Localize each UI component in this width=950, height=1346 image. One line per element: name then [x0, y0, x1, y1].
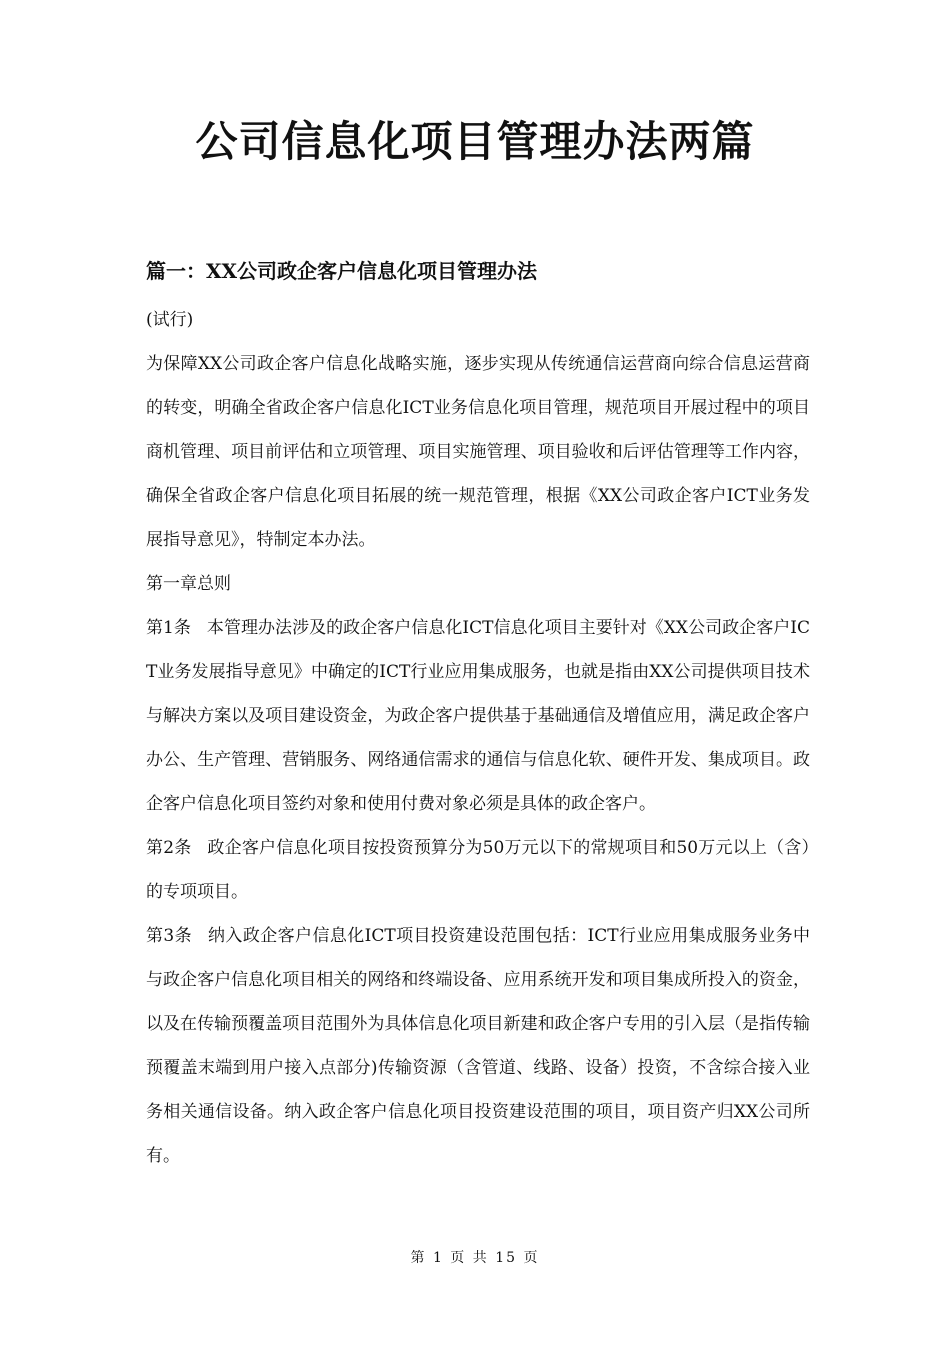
section-heading: 篇一：XX公司政企客户信息化项目管理办法 — [146, 259, 538, 283]
article-2-text: 政企客户信息化项目按投资预算分为50万元以下的常规项目和50万元以上（含）的专项项目。 — [146, 838, 810, 902]
article-3-text: 纳入政企客户信息化ICT项目投资建设范围包括：ICT行业应用集成服务业务中与政企客户信息化项目相关的网络和终端设备、应用系统开发和项目集成所投入的资金，以及在传输预覆盖项目范围外为具体信息化项目新建和政企客户专用的引入层（是指传输预覆盖末端到用户接入点部分)传输资源（含管道、线路、设备）投资，不含综合接入业务相关通信设备。纳入政企客户信息化项目投资建设范围的项目，项目资产归XX公司所有。 — [146, 926, 810, 1166]
article-1 — [146, 606, 810, 826]
page-footer: 第 1 页 共 15 页 — [410, 1250, 540, 1266]
intro-paragraph: 为保障XX公司政企客户信息化战略实施，逐步实现从传统通信运营商向综合信息运营商的转变，明确全省政企客户信息化ICT业务信息化项目管理，规范项目开展过程中的项目商机管理、项目前评估和立项管理、项目实施管理、项目验收和后评估管理等工作内容，确保全省政企客户信息化项目拓展的统一规范管理，根据《XX公司政企客户ICT业务发展指导意见》，特制定本办法。 — [146, 354, 810, 550]
document-body — [146, 252, 810, 1178]
article-1-label: 第1条 — [146, 618, 191, 638]
article-3-label: 第3条 — [146, 926, 193, 946]
article-2-label: 第2条 — [146, 838, 192, 858]
article-2 — [146, 826, 810, 914]
subtitle: (试行) — [146, 310, 194, 330]
chapter-heading: 第一章总则 — [146, 574, 231, 594]
document-title: 公司信息化项目管理办法两篇 — [195, 117, 755, 166]
article-1-text: 本管理办法涉及的政企客户信息化ICT信息化项目主要针对《XX公司政企客户ICT业务发展指导意见》中确定的ICT行业应用集成服务，也就是指由XX公司提供项目技术与解决方案以及项目建设资金，为政企客户提供基于基础通信及增值应用，满足政企客户办公、生产管理、营销服务、网络通信需求的通信与信息化软、硬件开发、集成项目。政企客户信息化项目签约对象和使用付费对象必须是具体的政企客户。 — [146, 618, 810, 814]
article-3 — [146, 914, 810, 1178]
